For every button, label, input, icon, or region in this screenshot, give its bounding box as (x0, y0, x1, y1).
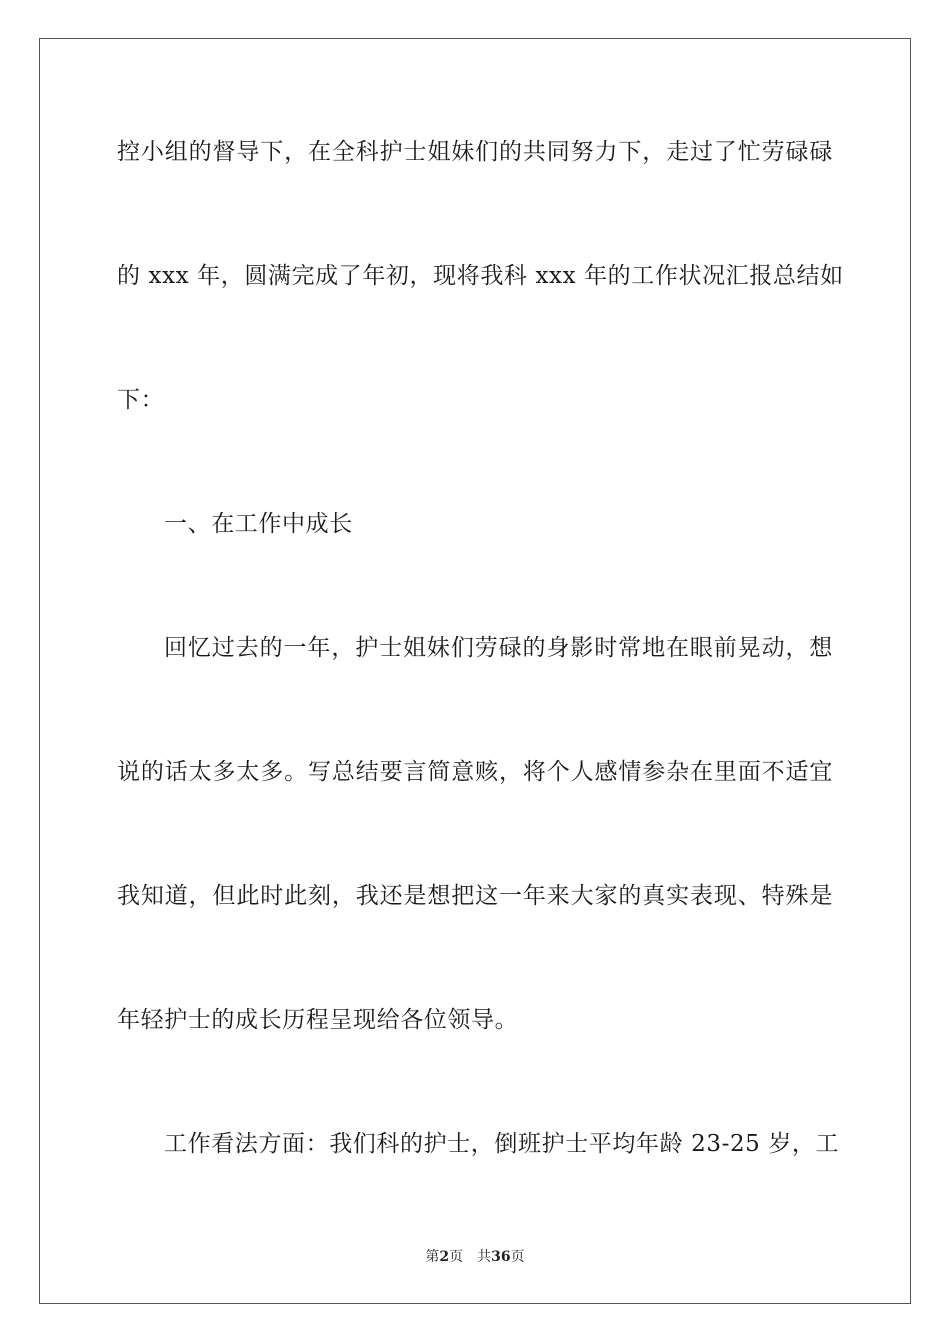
footer-total-prefix: 共 (477, 1249, 492, 1265)
body-line-3: 下： (117, 387, 165, 413)
footer-page-prefix: 第 (425, 1249, 440, 1265)
body-line-7: 我知道，但此时此刻，我还是想把这一年来大家的真实表现、特殊是 (117, 883, 833, 909)
body-line-6: 说的话太多太多。写总结要言简意赅，将个人感情参杂在里面不适宜 (117, 759, 833, 785)
section-heading: 一、在工作中成长 (164, 511, 353, 537)
footer-total-pages: 36 (491, 1249, 511, 1265)
footer-page-number: 2 (439, 1249, 450, 1265)
body-line-8: 年轻护士的成长历程呈现给各位领导。 (117, 1007, 519, 1033)
page-footer (0, 1248, 950, 1266)
body-line-1: 控小组的督导下，在全科护士姐妹们的共同努力下，走过了忙劳碌碌 (117, 139, 833, 165)
body-line-9: 工作看法方面：我们科的护士，倒班护士平均年龄 23-25 岁，工 (164, 1131, 840, 1157)
footer-total-suffix: 页 (510, 1249, 525, 1265)
footer-page-suffix: 页 (449, 1249, 464, 1265)
body-line-5: 回忆过去的一年，护士姐妹们劳碌的身影时常地在眼前晃动，想 (164, 635, 833, 661)
body-line-2: 的 xxx 年，圆满完成了年初，现将我科 xxx 年的工作状况汇报总结如 (117, 263, 844, 289)
page-border (39, 38, 911, 1304)
